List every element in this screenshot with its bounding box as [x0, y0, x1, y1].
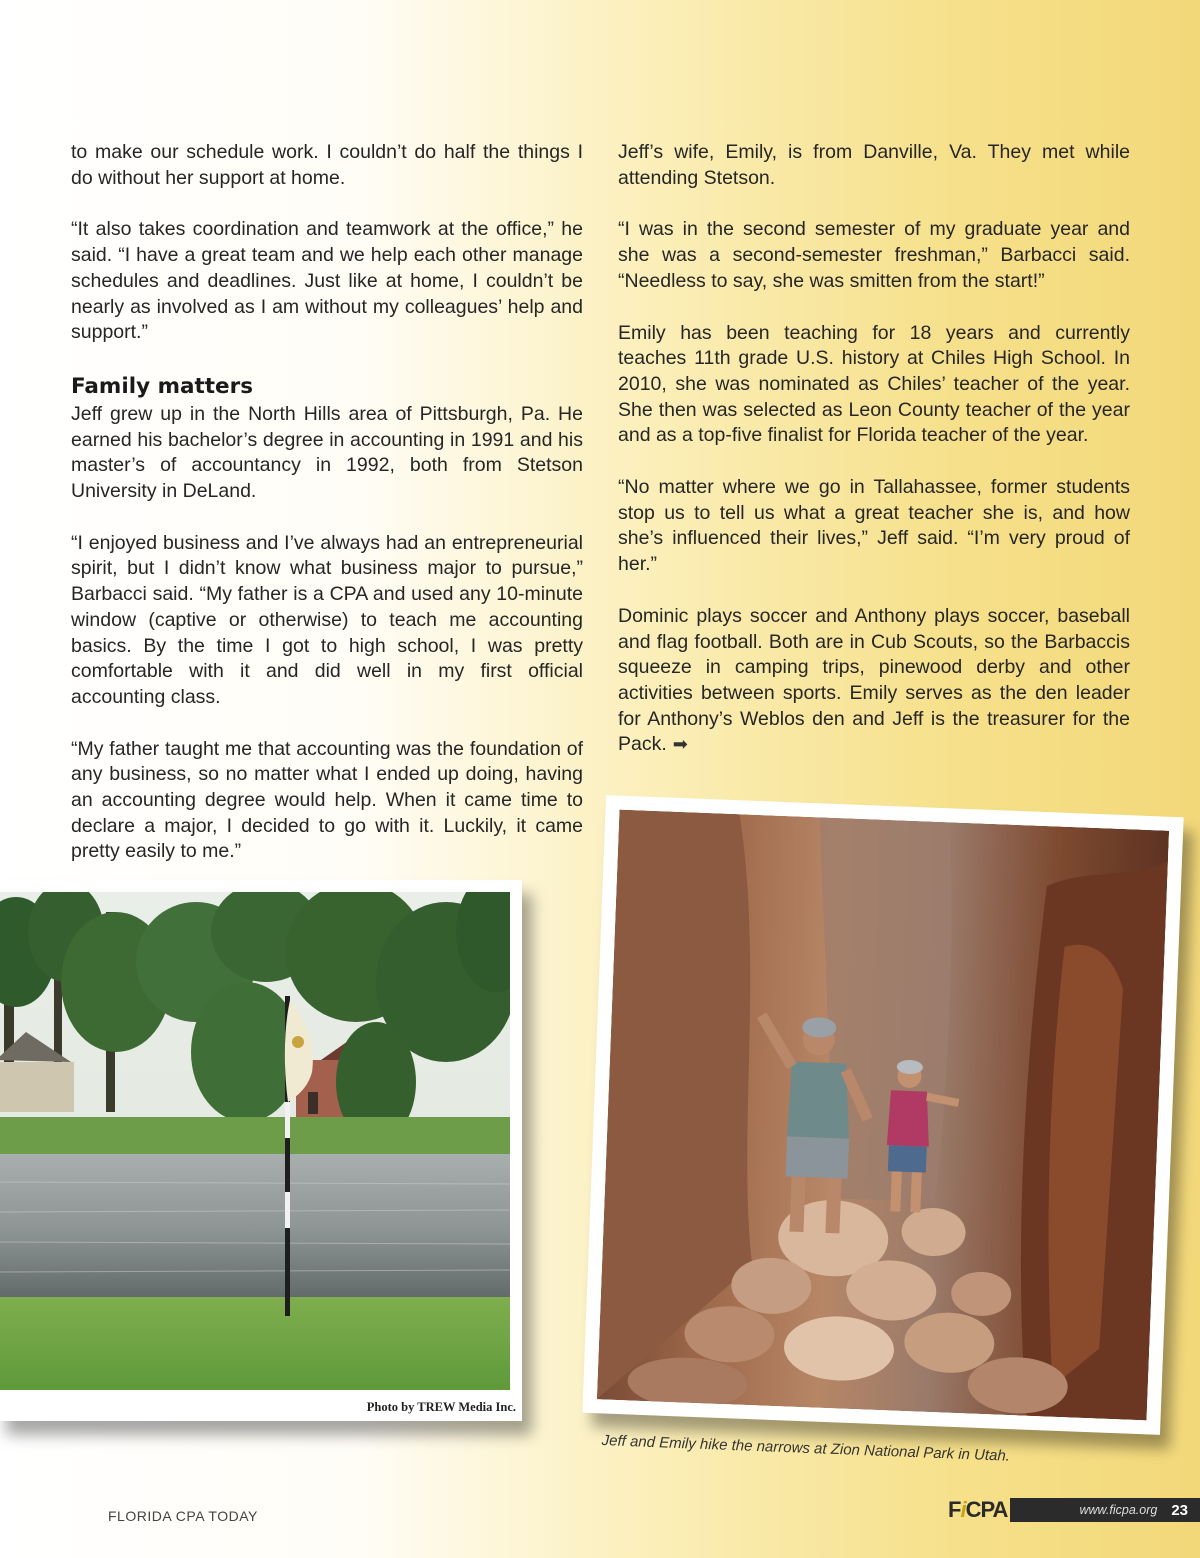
website-link[interactable]: www.ficpa.org	[1079, 1503, 1158, 1517]
publication-name: FLORIDA CPA TODAY	[108, 1508, 258, 1524]
left-paragraph-3: Jeff grew up in the North Hills area of Pittsburgh, Pa. He earned his bachelor’s degree in accounting in 1991 and his master’s of accountancy in 1992, both from Stetson University in DeLand.	[71, 402, 583, 503]
canyon-photo-frame	[582, 795, 1183, 1435]
right-column	[618, 140, 1130, 784]
zion-narrows-photo	[597, 810, 1169, 1421]
logo-letter-f: F	[948, 1497, 961, 1522]
left-column	[71, 140, 583, 891]
left-paragraph-2: “It also takes coordination and teamwork at the office,” he said. “I have a great team and we help each other manage schedules and deadlines. Just like at home, I couldn’t be nearly as involved as I am without my colleagues’ help and support.”	[71, 218, 583, 344]
logo-letters-cpa: CPA	[965, 1497, 1008, 1522]
left-paragraph-1: to make our schedule work. I couldn’t do half the things I do without her support at home.	[71, 141, 583, 189]
photo-caption: Jeff and Emily hike the narrows at Zion National Park in Utah.	[601, 1432, 1011, 1465]
continue-arrow-icon: ➡	[672, 734, 688, 755]
left-paragraph-5: “My father taught me that accounting was the foundation of any business, so no matter what I ended up doing, having an accounting degree would help. When it came time to declare a major, I decided to go with it. Luckily, it came pretty easily to me.”	[71, 737, 583, 863]
right-paragraph-1: Jeff’s wife, Emily, is from Danville, Va. They met while attending Stetson.	[618, 141, 1130, 189]
logo-letter-i: i	[960, 1497, 966, 1522]
footer-dark-bar	[1010, 1498, 1200, 1522]
left-paragraph-4: “I enjoyed business and I’ve always had an entrepreneurial spirit, but I didn’t know what business major to pursue,” Barbacci said. “My father is a CPA and used any 10-minute window (captive or otherwise) to teach me accounting basics. By the time I got to high school, I was pretty comfortable with it and did well in my first official accounting class.	[71, 531, 583, 708]
right-paragraph-3: Emily has been teaching for 18 years and currently teaches 11th grade U.S. history at Chiles High School. In 2010, she was nominated as Chiles’ teacher of the year. She then was selected as Leon County teacher of the year and as a top-five finalist for Florida teacher of the year.	[618, 321, 1130, 447]
section-heading: Family matters	[71, 373, 254, 399]
page-number: 23	[1171, 1501, 1188, 1519]
right-paragraph-2: “I was in the second semester of my graduate year and she was a second-semester freshman,” Barbacci said. “Needless to say, she was smitten from the start!”	[618, 218, 1130, 292]
ficpa-logo	[948, 1496, 1010, 1524]
right-paragraph-5-text: Dominic plays soccer and Anthony plays soccer, baseball and flag football. Both are in Cub Scouts, so the Barbaccis squeeze in camping trips, pinewood derby and other activities between sports. Emily serves as the den leader for Anthony’s Weblos den and Jeff is the treasurer for the Pack.	[618, 604, 1130, 756]
golf-photo-frame	[0, 880, 522, 1421]
golf-course-photo	[0, 892, 510, 1390]
right-paragraph-5	[618, 604, 1130, 758]
right-paragraph-4: “No matter where we go in Tallahassee, former students stop us to tell us what a great teacher she is, and how she’s influenced their lives,” Jeff said. “I’m very proud of her.”	[618, 476, 1130, 576]
photo-credit: Photo by TREW Media Inc.	[366, 1400, 516, 1414]
footer-brand-bar	[948, 1496, 1200, 1524]
